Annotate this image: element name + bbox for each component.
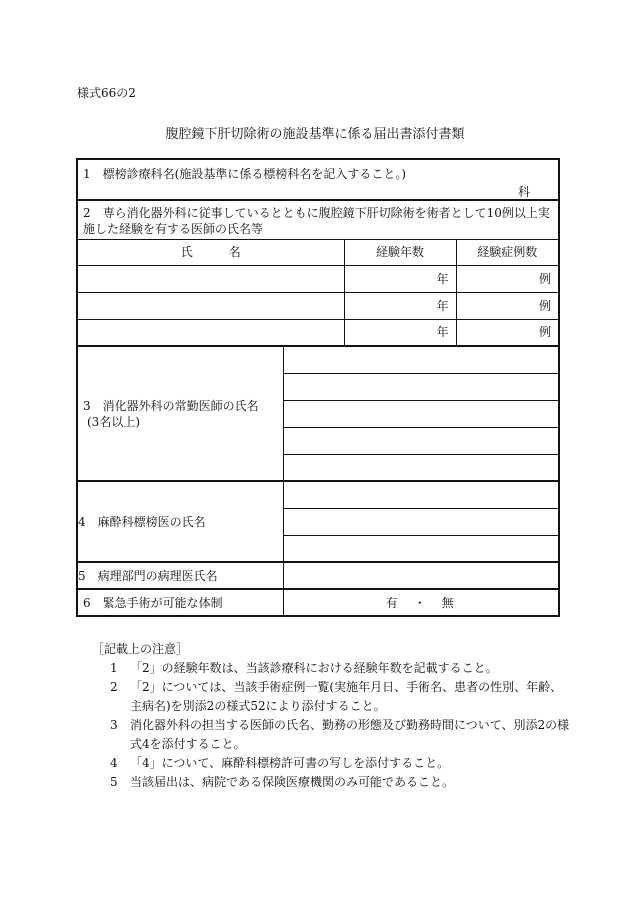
anesthesiologist-name-field[interactable] bbox=[283, 481, 559, 508]
note-number: 2 bbox=[110, 680, 118, 694]
section-1-unit: 科 bbox=[518, 185, 531, 199]
doctor-row bbox=[77, 319, 559, 346]
section-6-row bbox=[77, 589, 559, 616]
doctor-name-field[interactable] bbox=[77, 319, 344, 346]
section-1-cell[interactable] bbox=[77, 159, 559, 200]
section-3-label bbox=[77, 346, 283, 481]
section-5-row bbox=[77, 562, 559, 589]
document-title: 腹腔鏡下肝切除術の施設基準に係る届出書添付書類 bbox=[165, 127, 465, 142]
anesthesiologist-name-field[interactable] bbox=[283, 508, 559, 535]
note-text: 「4」について、麻酔科標榜許可書の写しを添付すること。 bbox=[130, 756, 450, 770]
note-text: 消化器外科の担当する医師の氏名、勤務の形態及び勤務時間について、別添2の様式4を添付すること。 bbox=[130, 718, 570, 751]
experience-cases-field[interactable]: 例 bbox=[456, 265, 559, 292]
section-4-row bbox=[77, 481, 559, 508]
emergency-surgery-option[interactable]: 有 ・ 無 bbox=[283, 589, 559, 616]
fulltime-doctor-name-field[interactable] bbox=[283, 454, 559, 481]
application-form-table bbox=[76, 158, 560, 617]
experience-years-field[interactable]: 年 bbox=[344, 319, 456, 346]
pathologist-name-field[interactable] bbox=[283, 562, 559, 589]
fulltime-doctor-name-field[interactable] bbox=[283, 373, 559, 400]
note-text: 「2」の経験年数は、当該診療科における経験年数を記載すること。 bbox=[130, 661, 498, 675]
doctor-row bbox=[77, 292, 559, 319]
experience-years-field[interactable]: 年 bbox=[344, 265, 456, 292]
notes-section bbox=[92, 640, 572, 792]
note-number: 5 bbox=[110, 775, 118, 789]
header-cases: 経験症例数 bbox=[456, 239, 559, 265]
section-2-header-row bbox=[77, 239, 559, 265]
section-1-row bbox=[77, 159, 559, 200]
header-years: 経験年数 bbox=[344, 239, 456, 265]
note-number: 1 bbox=[110, 661, 118, 675]
section-4-label: 4 麻酔科標榜医の氏名 bbox=[77, 481, 283, 562]
experience-years-field[interactable]: 年 bbox=[344, 292, 456, 319]
note-number: 3 bbox=[110, 718, 118, 732]
section-2-label-row bbox=[77, 200, 559, 239]
section-3-row bbox=[77, 346, 559, 373]
note-text: 「2」については、当該手術症例一覧(実施年月日、手術名、患者の性別、年齢、主病名)を別添2の様式52により添付すること。 bbox=[130, 680, 563, 713]
section-6-label: 6 緊急手術が可能な体制 bbox=[77, 589, 283, 616]
section-3-label-line2: (3名以上) bbox=[87, 414, 140, 429]
note-item bbox=[102, 754, 572, 773]
doctor-row bbox=[77, 265, 559, 292]
section-5-label: 5 病理部門の病理医氏名 bbox=[77, 562, 283, 589]
fulltime-doctor-name-field[interactable] bbox=[283, 400, 559, 427]
note-number: 4 bbox=[110, 756, 118, 770]
experience-cases-field[interactable]: 例 bbox=[456, 292, 559, 319]
note-item bbox=[102, 659, 572, 678]
form-number: 様式66の2 bbox=[77, 86, 136, 100]
section-2-label: 2 専ら消化器外科に従事しているとともに腹腔鏡下肝切除術を術者として10例以上実施した経験を有する医師の氏名等 bbox=[77, 200, 559, 239]
section-3-label-line1: 3 消化器外科の常勤医師の氏名 bbox=[83, 398, 259, 413]
note-item bbox=[102, 678, 572, 716]
section-1-label: 1 標榜診療科名(施設基準に係る標榜科名を記入すること。) bbox=[83, 167, 407, 181]
anesthesiologist-name-field[interactable] bbox=[283, 535, 559, 562]
note-text: 当該届出は、病院である保険医療機関のみ可能であること。 bbox=[130, 775, 455, 789]
notes-heading: ［記載上の注意］ bbox=[92, 642, 189, 656]
doctor-name-field[interactable] bbox=[77, 292, 344, 319]
note-item bbox=[102, 716, 572, 754]
note-item bbox=[102, 773, 572, 792]
experience-cases-field[interactable]: 例 bbox=[456, 319, 559, 346]
fulltime-doctor-name-field[interactable] bbox=[283, 427, 559, 454]
fulltime-doctor-name-field[interactable] bbox=[283, 346, 559, 373]
header-name: 氏 名 bbox=[77, 239, 344, 265]
doctor-name-field[interactable] bbox=[77, 265, 344, 292]
